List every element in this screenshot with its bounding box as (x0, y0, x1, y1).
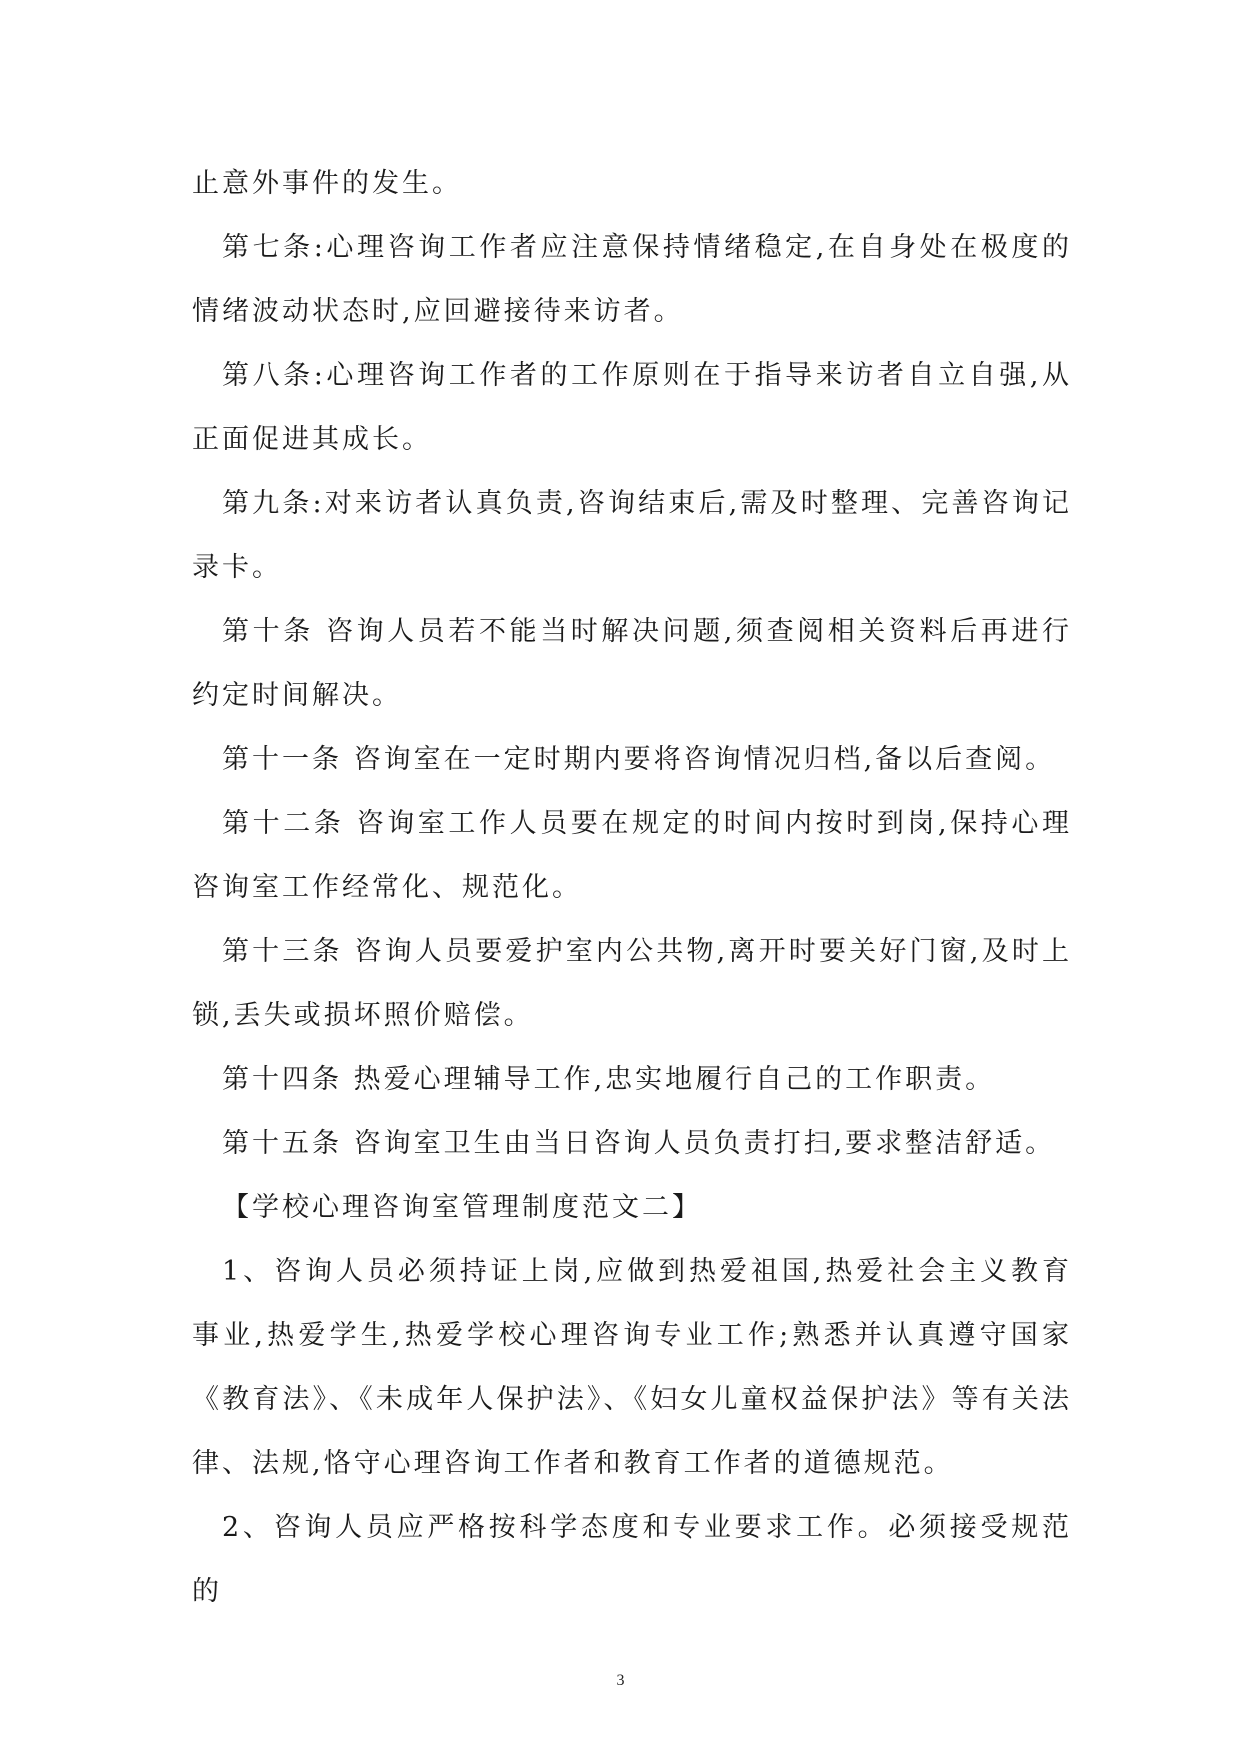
article-13: 第十三条 咨询人员要爱护室内公共物,离开时要关好门窗,及时上锁,丢失或损坏照价赔偿。 (192, 936, 1072, 1031)
rule-1: 1、咨询人员必须持证上岗,应做到热爱祖国,热爱社会主义教育事业,热爱学生,热爱学校心理咨询专业工作;熟悉并认真遵守国家《教育法》、《未成年人保护法》、《妇女儿童权益保护法》等有关法律、法规,恪守心理咨询工作者和教育工作者的道德规范。 (192, 1256, 1072, 1479)
article-7: 第七条:心理咨询工作者应注意保持情绪稳定,在自身处在极度的情绪波动状态时,应回避接待来访者。 (192, 232, 1072, 327)
document-body (192, 152, 1072, 1624)
article-9: 第九条:对来访者认真负责,咨询结束后,需及时整理、完善咨询记录卡。 (192, 488, 1072, 583)
article-12: 第十二条 咨询室工作人员要在规定的时间内按时到岗,保持心理咨询室工作经常化、规范化。 (192, 808, 1072, 903)
article-10: 第十条 咨询人员若不能当时解决问题,须查阅相关资料后再进行约定时间解决。 (192, 616, 1072, 711)
paragraph-continuation: 止意外事件的发生。 (192, 168, 462, 199)
page-number: 3 (616, 1672, 625, 1689)
rule-2: 2、咨询人员应严格按科学态度和专业要求工作。必须接受规范的 (192, 1512, 1072, 1607)
article-8: 第八条:心理咨询工作者的工作原则在于指导来访者自立自强,从正面促进其成长。 (192, 360, 1072, 455)
article-15: 第十五条 咨询室卫生由当日咨询人员负责打扫,要求整洁舒适。 (222, 1128, 1056, 1159)
article-14: 第十四条 热爱心理辅导工作,忠实地履行自己的工作职责。 (222, 1064, 996, 1095)
article-11: 第十一条 咨询室在一定时期内要将咨询情况归档,备以后查阅。 (222, 744, 1056, 775)
section-heading: 【学校心理咨询室管理制度范文二】 (222, 1192, 702, 1223)
